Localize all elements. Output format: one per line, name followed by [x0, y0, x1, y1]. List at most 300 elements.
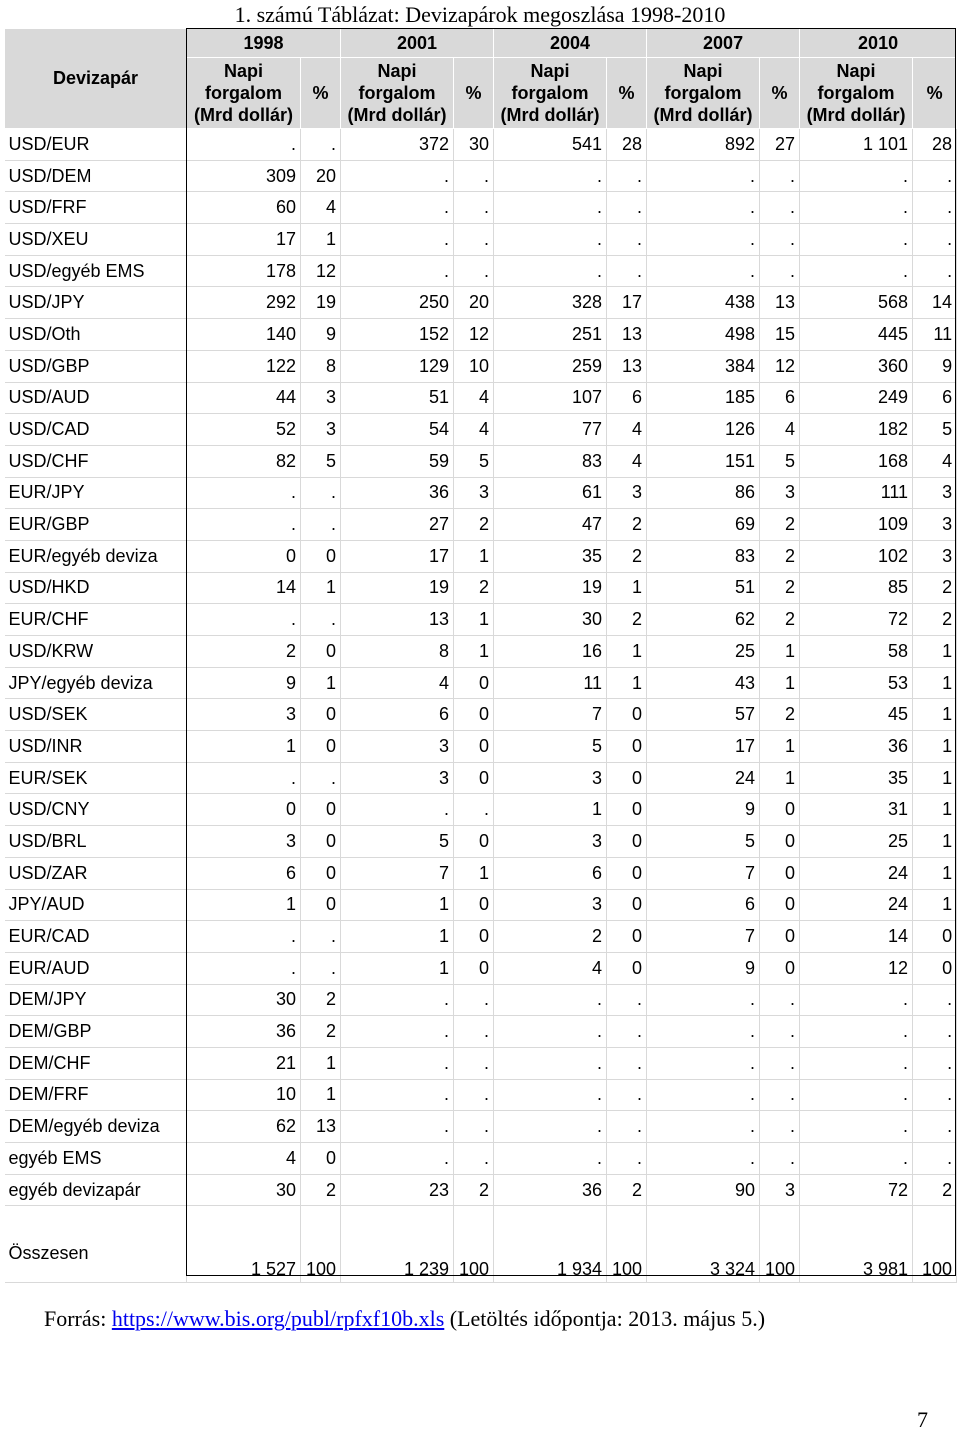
volume-cell: 111 — [800, 477, 913, 509]
pct-cell: 1 — [760, 762, 800, 794]
table-row — [5, 952, 957, 984]
pct-cell: . — [454, 1143, 494, 1175]
pct-cell: 1 — [913, 889, 957, 921]
volume-cell: 35 — [800, 762, 913, 794]
volume-cell: . — [341, 1111, 454, 1143]
volume-cell: 23 — [341, 1174, 454, 1206]
pct-cell: 1 — [760, 636, 800, 668]
header-year: 2010 — [800, 29, 957, 58]
volume-cell: 8 — [341, 636, 454, 668]
pct-cell: . — [454, 224, 494, 256]
pair-name: DEM/GBP — [5, 1016, 187, 1048]
table-row — [5, 794, 957, 826]
pct-cell: 1 — [454, 636, 494, 668]
pct-cell: 2 — [913, 1174, 957, 1206]
volume-cell: 45 — [800, 699, 913, 731]
pct-cell: 0 — [301, 794, 341, 826]
volume-cell: 1 934 — [494, 1206, 607, 1283]
pct-cell: . — [760, 224, 800, 256]
volume-cell: 5 — [341, 826, 454, 858]
pair-name: DEM/CHF — [5, 1047, 187, 1079]
pct-cell: . — [607, 984, 647, 1016]
pct-cell: 2 — [760, 604, 800, 636]
pct-cell: . — [760, 1143, 800, 1175]
pct-cell: 1 — [913, 667, 957, 699]
pct-cell: 0 — [607, 889, 647, 921]
volume-cell: 62 — [187, 1111, 301, 1143]
pair-name: USD/CHF — [5, 445, 187, 477]
pct-cell: . — [454, 1111, 494, 1143]
volume-cell: 51 — [341, 382, 454, 414]
table-row — [5, 636, 957, 668]
pct-cell: 4 — [607, 414, 647, 446]
volume-cell: 36 — [800, 731, 913, 763]
pct-cell: 3 — [913, 509, 957, 541]
volume-cell: 185 — [647, 382, 760, 414]
pct-cell: . — [454, 255, 494, 287]
pct-cell: 5 — [301, 445, 341, 477]
pct-cell: 1 — [301, 224, 341, 256]
pct-cell: 0 — [301, 540, 341, 572]
pair-name: USD/HKD — [5, 572, 187, 604]
pair-name: egyéb EMS — [5, 1143, 187, 1175]
pair-name: EUR/CAD — [5, 921, 187, 953]
pct-cell: 13 — [607, 319, 647, 351]
pct-cell: 0 — [607, 699, 647, 731]
pct-cell: 1 — [301, 572, 341, 604]
pct-cell: . — [454, 794, 494, 826]
volume-cell: 328 — [494, 287, 607, 319]
pct-cell: 9 — [913, 350, 957, 382]
header-volume: Napi forgalom (Mrd dollár) — [800, 58, 913, 129]
pct-cell: 0 — [454, 762, 494, 794]
pct-cell: 0 — [760, 889, 800, 921]
volume-cell: 0 — [187, 540, 301, 572]
pct-cell: 2 — [760, 509, 800, 541]
table-row — [5, 382, 957, 414]
pct-cell: 0 — [454, 889, 494, 921]
pair-name: DEM/FRF — [5, 1079, 187, 1111]
volume-cell: 2 — [187, 636, 301, 668]
volume-cell: 445 — [800, 319, 913, 351]
pct-cell: 4 — [454, 414, 494, 446]
pct-cell: 4 — [301, 192, 341, 224]
pct-cell: 6 — [913, 382, 957, 414]
volume-cell: . — [341, 794, 454, 826]
pct-cell: 1 — [760, 667, 800, 699]
pct-cell: . — [607, 1111, 647, 1143]
pct-cell: 1 — [913, 731, 957, 763]
volume-cell: 4 — [494, 952, 607, 984]
volume-cell: 9 — [187, 667, 301, 699]
pct-cell: . — [913, 1016, 957, 1048]
pct-cell: 1 — [301, 1047, 341, 1079]
pair-name: USD/INR — [5, 731, 187, 763]
pct-cell: 3 — [301, 414, 341, 446]
volume-cell: 51 — [647, 572, 760, 604]
volume-cell: . — [494, 1047, 607, 1079]
pct-cell: 2 — [454, 1174, 494, 1206]
header-volume: Napi forgalom (Mrd dollár) — [187, 58, 301, 129]
pct-cell: 10 — [454, 350, 494, 382]
pct-cell: 4 — [607, 445, 647, 477]
pct-cell: 0 — [301, 889, 341, 921]
volume-cell: 12 — [800, 952, 913, 984]
volume-cell: 62 — [647, 604, 760, 636]
pct-cell: . — [454, 1047, 494, 1079]
volume-cell: 3 — [494, 889, 607, 921]
pct-cell: 1 — [607, 636, 647, 668]
volume-cell: . — [494, 984, 607, 1016]
volume-cell: . — [800, 192, 913, 224]
volume-cell: . — [494, 1111, 607, 1143]
pair-name: USD/egyéb EMS — [5, 255, 187, 287]
pct-cell: . — [760, 160, 800, 192]
pct-cell: 6 — [760, 382, 800, 414]
volume-cell: 2 — [494, 921, 607, 953]
pct-cell: 0 — [913, 921, 957, 953]
pct-cell: . — [913, 192, 957, 224]
pct-cell: 5 — [454, 445, 494, 477]
volume-cell: 7 — [647, 857, 760, 889]
pair-name: EUR/CHF — [5, 604, 187, 636]
pct-cell: 1 — [760, 731, 800, 763]
pct-cell: . — [301, 952, 341, 984]
volume-cell: 102 — [800, 540, 913, 572]
pct-cell: 1 — [454, 857, 494, 889]
volume-cell: 438 — [647, 287, 760, 319]
pct-cell: 2 — [760, 572, 800, 604]
volume-cell: 83 — [647, 540, 760, 572]
table-row — [5, 699, 957, 731]
pct-cell: 2 — [607, 1174, 647, 1206]
table-row — [5, 224, 957, 256]
volume-cell: 72 — [800, 604, 913, 636]
table-row — [5, 477, 957, 509]
volume-cell: 1 — [341, 889, 454, 921]
volume-cell: 35 — [494, 540, 607, 572]
pct-cell: . — [454, 1016, 494, 1048]
volume-cell: . — [647, 192, 760, 224]
pct-cell: 6 — [607, 382, 647, 414]
volume-cell: 36 — [187, 1016, 301, 1048]
pct-cell: 1 — [301, 1079, 341, 1111]
volume-cell: . — [647, 1047, 760, 1079]
volume-cell: . — [647, 1016, 760, 1048]
table-row — [5, 604, 957, 636]
page-number: 7 — [917, 1407, 928, 1432]
header-volume: Napi forgalom (Mrd dollár) — [494, 58, 607, 129]
pct-cell: . — [301, 129, 341, 161]
volume-cell: 17 — [187, 224, 301, 256]
pair-name: EUR/egyéb deviza — [5, 540, 187, 572]
pct-cell: 11 — [913, 319, 957, 351]
pct-cell: . — [454, 160, 494, 192]
volume-cell: 3 — [187, 826, 301, 858]
pct-cell: . — [913, 1047, 957, 1079]
pct-cell: . — [913, 1079, 957, 1111]
volume-cell: . — [341, 160, 454, 192]
pct-cell: 0 — [607, 826, 647, 858]
volume-cell: . — [647, 255, 760, 287]
source-note — [44, 1306, 765, 1332]
volume-cell: 360 — [800, 350, 913, 382]
pair-name: USD/SEK — [5, 699, 187, 731]
volume-cell: 69 — [647, 509, 760, 541]
pct-cell: 30 — [454, 129, 494, 161]
pct-cell: 17 — [607, 287, 647, 319]
volume-cell: 3 — [494, 762, 607, 794]
pair-name: USD/GBP — [5, 350, 187, 382]
pct-cell: 0 — [760, 826, 800, 858]
pct-cell: 12 — [301, 255, 341, 287]
source-link[interactable]: https://www.bis.org/publ/rpfxf10b.xls — [111, 1306, 445, 1331]
volume-cell: . — [187, 129, 301, 161]
pct-cell: 5 — [913, 414, 957, 446]
volume-cell: 140 — [187, 319, 301, 351]
pair-name: USD/CNY — [5, 794, 187, 826]
pct-cell: 1 — [913, 794, 957, 826]
pair-name: USD/KRW — [5, 636, 187, 668]
volume-cell: 10 — [187, 1079, 301, 1111]
table-row — [5, 572, 957, 604]
volume-cell: . — [341, 255, 454, 287]
volume-cell: 24 — [800, 857, 913, 889]
volume-cell: 61 — [494, 477, 607, 509]
pair-name: USD/EUR — [5, 129, 187, 161]
pct-cell: 0 — [454, 921, 494, 953]
volume-cell: 6 — [341, 699, 454, 731]
pair-name: USD/DEM — [5, 160, 187, 192]
table-title: 1. számú Táblázat: Devizapárok megoszlása 1998-2010 — [234, 2, 726, 27]
pair-name: egyéb devizapár — [5, 1174, 187, 1206]
pct-cell: 1 — [913, 857, 957, 889]
volume-cell: 182 — [800, 414, 913, 446]
volume-cell: 54 — [341, 414, 454, 446]
volume-cell: . — [647, 160, 760, 192]
pct-cell: . — [454, 192, 494, 224]
pct-cell: 2 — [301, 984, 341, 1016]
volume-cell: . — [800, 1047, 913, 1079]
pct-cell: 2 — [607, 540, 647, 572]
pair-name: DEM/JPY — [5, 984, 187, 1016]
pct-cell: 100 — [301, 1206, 341, 1283]
pct-cell: . — [301, 604, 341, 636]
pct-cell: . — [454, 984, 494, 1016]
volume-cell: 6 — [494, 857, 607, 889]
volume-cell: 19 — [494, 572, 607, 604]
volume-cell: . — [800, 160, 913, 192]
volume-cell: 44 — [187, 382, 301, 414]
table-row — [5, 1016, 957, 1048]
volume-cell: 4 — [341, 667, 454, 699]
volume-cell: 372 — [341, 129, 454, 161]
volume-cell: 25 — [647, 636, 760, 668]
volume-cell: 259 — [494, 350, 607, 382]
pair-name: USD/ZAR — [5, 857, 187, 889]
pct-cell: . — [913, 255, 957, 287]
pct-cell: 2 — [913, 604, 957, 636]
table-row — [5, 445, 957, 477]
table-row — [5, 857, 957, 889]
pct-cell: 2 — [454, 509, 494, 541]
pct-cell: . — [760, 1016, 800, 1048]
table-row — [5, 414, 957, 446]
pct-cell: 4 — [760, 414, 800, 446]
volume-cell: 4 — [187, 1143, 301, 1175]
volume-cell: 384 — [647, 350, 760, 382]
table-row — [5, 984, 957, 1016]
pair-name: JPY/egyéb deviza — [5, 667, 187, 699]
table-row — [5, 1047, 957, 1079]
table-body — [5, 129, 957, 1283]
volume-cell: 129 — [341, 350, 454, 382]
volume-cell: 3 324 — [647, 1206, 760, 1283]
pct-cell: . — [913, 160, 957, 192]
pair-name: EUR/GBP — [5, 509, 187, 541]
volume-cell: 178 — [187, 255, 301, 287]
volume-cell: 7 — [494, 699, 607, 731]
pct-cell: . — [760, 192, 800, 224]
volume-cell: 541 — [494, 129, 607, 161]
volume-cell: 36 — [494, 1174, 607, 1206]
header-year: 2007 — [647, 29, 800, 58]
pct-cell: 19 — [301, 287, 341, 319]
pct-cell: 4 — [913, 445, 957, 477]
volume-cell: . — [800, 255, 913, 287]
volume-cell: . — [341, 224, 454, 256]
header-pct: % — [454, 58, 494, 129]
pct-cell: 3 — [913, 477, 957, 509]
header-pct: % — [913, 58, 957, 129]
header-pct: % — [607, 58, 647, 129]
volume-cell: 30 — [187, 984, 301, 1016]
volume-cell: 9 — [647, 794, 760, 826]
pair-name: Összesen — [5, 1206, 187, 1283]
volume-cell: 21 — [187, 1047, 301, 1079]
volume-cell: 498 — [647, 319, 760, 351]
pct-cell: 1 — [301, 667, 341, 699]
pair-name: EUR/SEK — [5, 762, 187, 794]
volume-cell: 168 — [800, 445, 913, 477]
pct-cell: . — [607, 255, 647, 287]
volume-cell: . — [187, 952, 301, 984]
pair-name: USD/BRL — [5, 826, 187, 858]
volume-cell: 27 — [341, 509, 454, 541]
pct-cell: . — [607, 160, 647, 192]
pct-cell: . — [760, 255, 800, 287]
volume-cell: 77 — [494, 414, 607, 446]
pct-cell: . — [607, 1143, 647, 1175]
pct-cell: 2 — [301, 1016, 341, 1048]
header-volume: Napi forgalom (Mrd dollár) — [647, 58, 760, 129]
volume-cell: 43 — [647, 667, 760, 699]
header-year: 1998 — [187, 29, 341, 58]
volume-cell: 58 — [800, 636, 913, 668]
pair-name: USD/XEU — [5, 224, 187, 256]
table-row — [5, 731, 957, 763]
pct-cell: 2 — [607, 604, 647, 636]
table-row — [5, 287, 957, 319]
volume-cell: . — [494, 224, 607, 256]
volume-cell: 59 — [341, 445, 454, 477]
pct-cell: 2 — [454, 572, 494, 604]
pct-cell: . — [301, 921, 341, 953]
header-year: 2001 — [341, 29, 494, 58]
header-pct: % — [301, 58, 341, 129]
volume-cell: 47 — [494, 509, 607, 541]
pct-cell: 3 — [760, 1174, 800, 1206]
pct-cell: 9 — [301, 319, 341, 351]
volume-cell: . — [341, 1079, 454, 1111]
table-row — [5, 889, 957, 921]
volume-cell: . — [341, 1143, 454, 1175]
volume-cell: 1 — [187, 731, 301, 763]
pct-cell: . — [301, 477, 341, 509]
pct-cell: 0 — [301, 699, 341, 731]
table-row — [5, 1111, 957, 1143]
volume-cell: 1 — [187, 889, 301, 921]
pct-cell: 0 — [913, 952, 957, 984]
volume-cell: 36 — [341, 477, 454, 509]
volume-cell: . — [341, 192, 454, 224]
volume-cell: . — [647, 1079, 760, 1111]
volume-cell: 85 — [800, 572, 913, 604]
pair-name: USD/JPY — [5, 287, 187, 319]
pct-cell: 1 — [913, 699, 957, 731]
table-row — [5, 762, 957, 794]
volume-cell: 90 — [647, 1174, 760, 1206]
volume-cell: . — [647, 224, 760, 256]
pct-cell: 4 — [454, 382, 494, 414]
pct-cell: 0 — [454, 826, 494, 858]
pct-cell: 13 — [607, 350, 647, 382]
pct-cell: 2 — [913, 572, 957, 604]
pct-cell: 0 — [607, 762, 647, 794]
volume-cell: 6 — [647, 889, 760, 921]
pct-cell: 3 — [454, 477, 494, 509]
pct-cell: 0 — [607, 921, 647, 953]
pct-cell: 27 — [760, 129, 800, 161]
table-row — [5, 255, 957, 287]
pct-cell: . — [607, 224, 647, 256]
pct-cell: 0 — [760, 921, 800, 953]
pair-name: EUR/JPY — [5, 477, 187, 509]
total-row — [5, 1206, 957, 1283]
volume-cell: 1 — [341, 952, 454, 984]
table-row — [5, 1143, 957, 1175]
volume-cell: 151 — [647, 445, 760, 477]
volume-cell: . — [187, 921, 301, 953]
pct-cell: 0 — [760, 857, 800, 889]
header-volume: Napi forgalom (Mrd dollár) — [341, 58, 454, 129]
volume-cell: 3 — [187, 699, 301, 731]
volume-cell: 568 — [800, 287, 913, 319]
currency-pair-table — [4, 28, 957, 1283]
pct-cell: . — [913, 1143, 957, 1175]
pct-cell: 2 — [760, 699, 800, 731]
table-row — [5, 129, 957, 161]
pct-cell: 2 — [301, 1174, 341, 1206]
pct-cell: 2 — [607, 509, 647, 541]
pct-cell: . — [913, 224, 957, 256]
volume-cell: 1 — [494, 794, 607, 826]
pct-cell: 13 — [760, 287, 800, 319]
pct-cell: 0 — [607, 857, 647, 889]
table-row — [5, 160, 957, 192]
pair-name: USD/AUD — [5, 382, 187, 414]
volume-cell: 16 — [494, 636, 607, 668]
